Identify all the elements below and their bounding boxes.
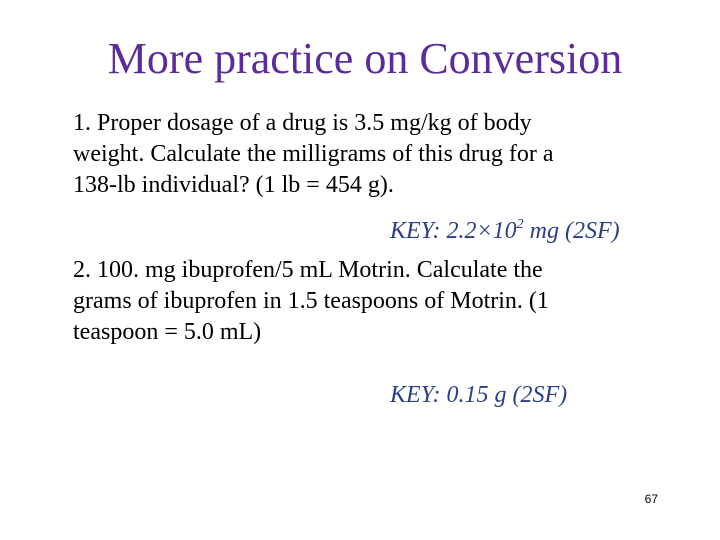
- question-1-line: weight. Calculate the milligrams of this drug for a: [73, 141, 554, 167]
- question-1-line: 138-lb individual? (1 lb = 454 g).: [73, 172, 394, 198]
- answer-key-1: [390, 216, 620, 246]
- question-1: [73, 108, 673, 201]
- question-1-line: 1. Proper dosage of a drug is 3.5 mg/kg of body: [73, 110, 532, 136]
- question-2-line: teaspoon = 5.0 mL): [73, 319, 262, 345]
- slide-title: More practice on Conversion: [107, 34, 623, 83]
- answer-key-1-prefix: KEY: 2.2×10: [390, 218, 517, 244]
- answer-key-1-exponent: 2: [516, 217, 524, 232]
- question-2-line: grams of ibuprofen in 1.5 teaspoons of Motrin. (1: [73, 288, 549, 314]
- question-2-line: 2. 100. mg ibuprofen/5 mL Motrin. Calculate the: [73, 257, 543, 283]
- answer-key-2: KEY: 0.15 g (2SF): [390, 382, 568, 408]
- answer-key-1-suffix: mg (2SF): [523, 218, 620, 244]
- page-number: 67: [644, 492, 658, 506]
- question-2: [73, 255, 673, 348]
